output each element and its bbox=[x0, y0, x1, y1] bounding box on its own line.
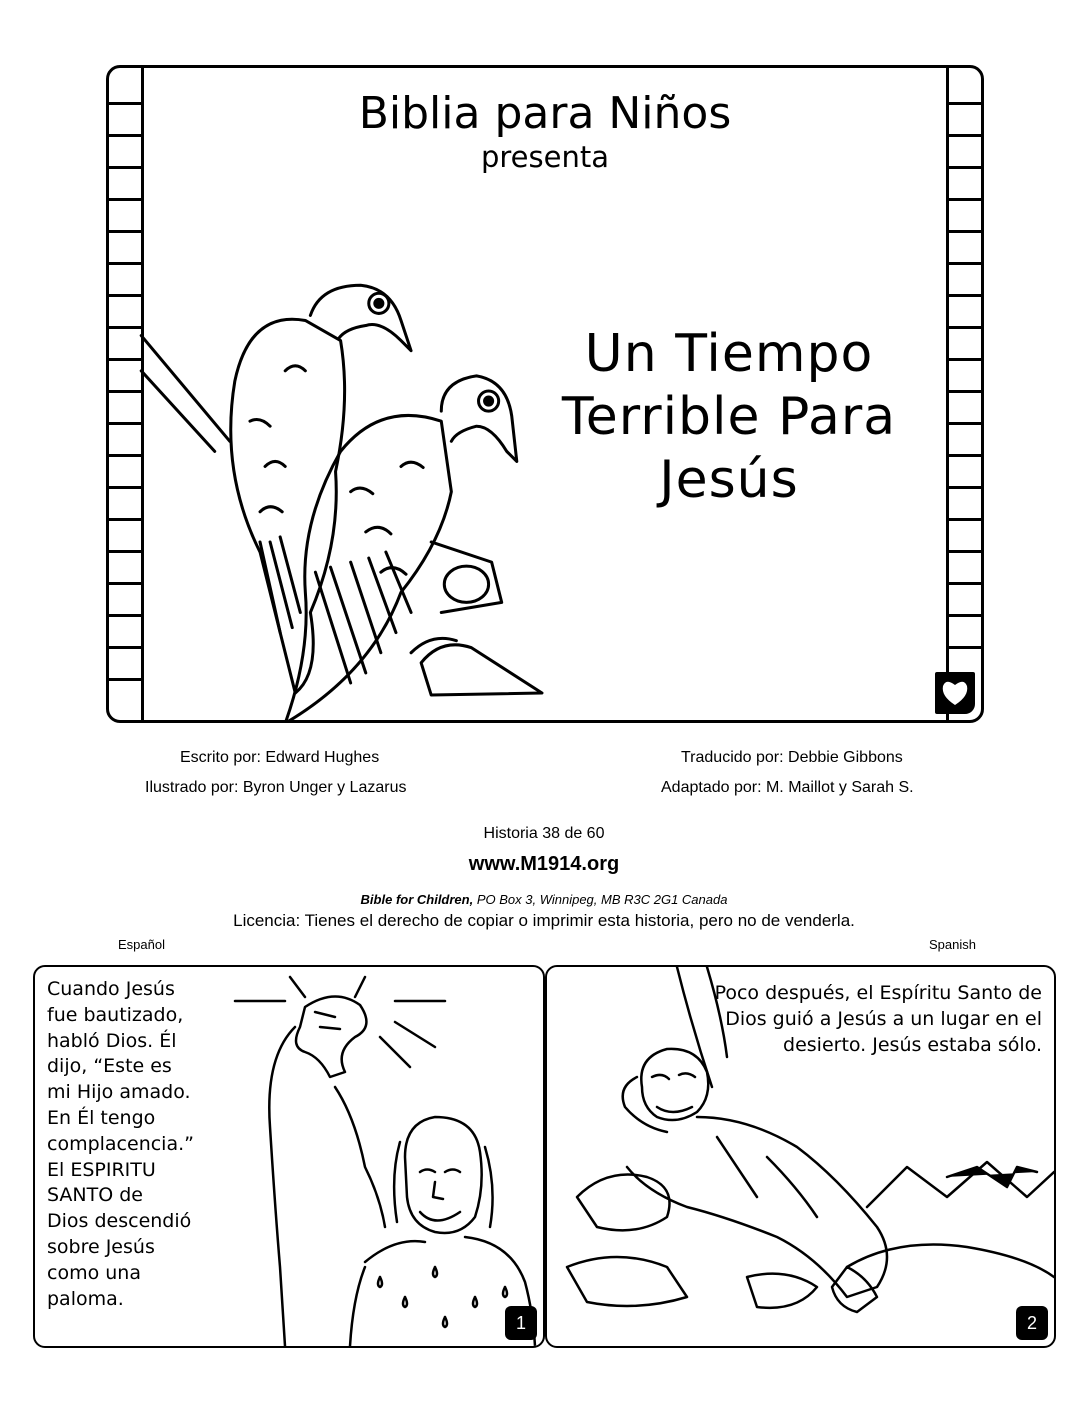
credit-adapted-by: Adaptado por: M. Maillot y Sarah S. bbox=[661, 779, 914, 796]
panel-2-caption: Poco después, el Espíritu Santo de Dios guió a Jesús a un lugar en el desierto. Jesús estaba sólo. bbox=[714, 982, 1042, 1056]
story-title-line-2: Terrible Para bbox=[561, 387, 897, 447]
page-number-2: 2 bbox=[1016, 1306, 1048, 1340]
language-label-right: Spanish bbox=[929, 937, 976, 952]
story-title-line-1: Un Tiempo bbox=[584, 324, 874, 384]
cover-frame bbox=[106, 65, 984, 723]
story-title-line-3: Jesús bbox=[659, 450, 799, 510]
story-panel-1 bbox=[33, 965, 545, 1348]
brand-title: Biblia para Niños bbox=[358, 88, 732, 139]
story-count: Historia 38 de 60 bbox=[483, 825, 605, 842]
brand-subtitle: presenta bbox=[480, 140, 609, 174]
address-rest: PO Box 3, Winnipeg, MB R3C 2G1 Canada bbox=[473, 892, 728, 907]
page-number-1: 1 bbox=[505, 1306, 537, 1340]
panel-1-caption: Cuando Jesús fue bautizado, habló Dios. Él dijo, “Este es mi Hijo amado. En Él tengo complacencia.” El ESPIRITU SANTO de Dios descendió sobre Jesús como una paloma. bbox=[47, 978, 194, 1310]
story-panel-2 bbox=[545, 965, 1056, 1348]
language-label-left: Español bbox=[118, 937, 165, 952]
license-text: Licencia: Tienes el derecho de copiar o imprimir esta historia, pero no de venderla. bbox=[233, 911, 855, 930]
credit-translated-by: Traducido por: Debbie Gibbons bbox=[681, 749, 903, 766]
website-link[interactable]: www.M1914.org bbox=[468, 853, 620, 875]
mailing-address bbox=[0, 892, 1088, 907]
credit-illustrated-by: Ilustrado por: Byron Unger y Lazarus bbox=[145, 779, 407, 796]
publisher-logo bbox=[935, 672, 975, 714]
story-title bbox=[549, 323, 909, 512]
heart-icon bbox=[935, 672, 975, 714]
address-org: Bible for Children, bbox=[360, 892, 474, 907]
credit-written-by: Escrito por: Edward Hughes bbox=[180, 749, 380, 766]
